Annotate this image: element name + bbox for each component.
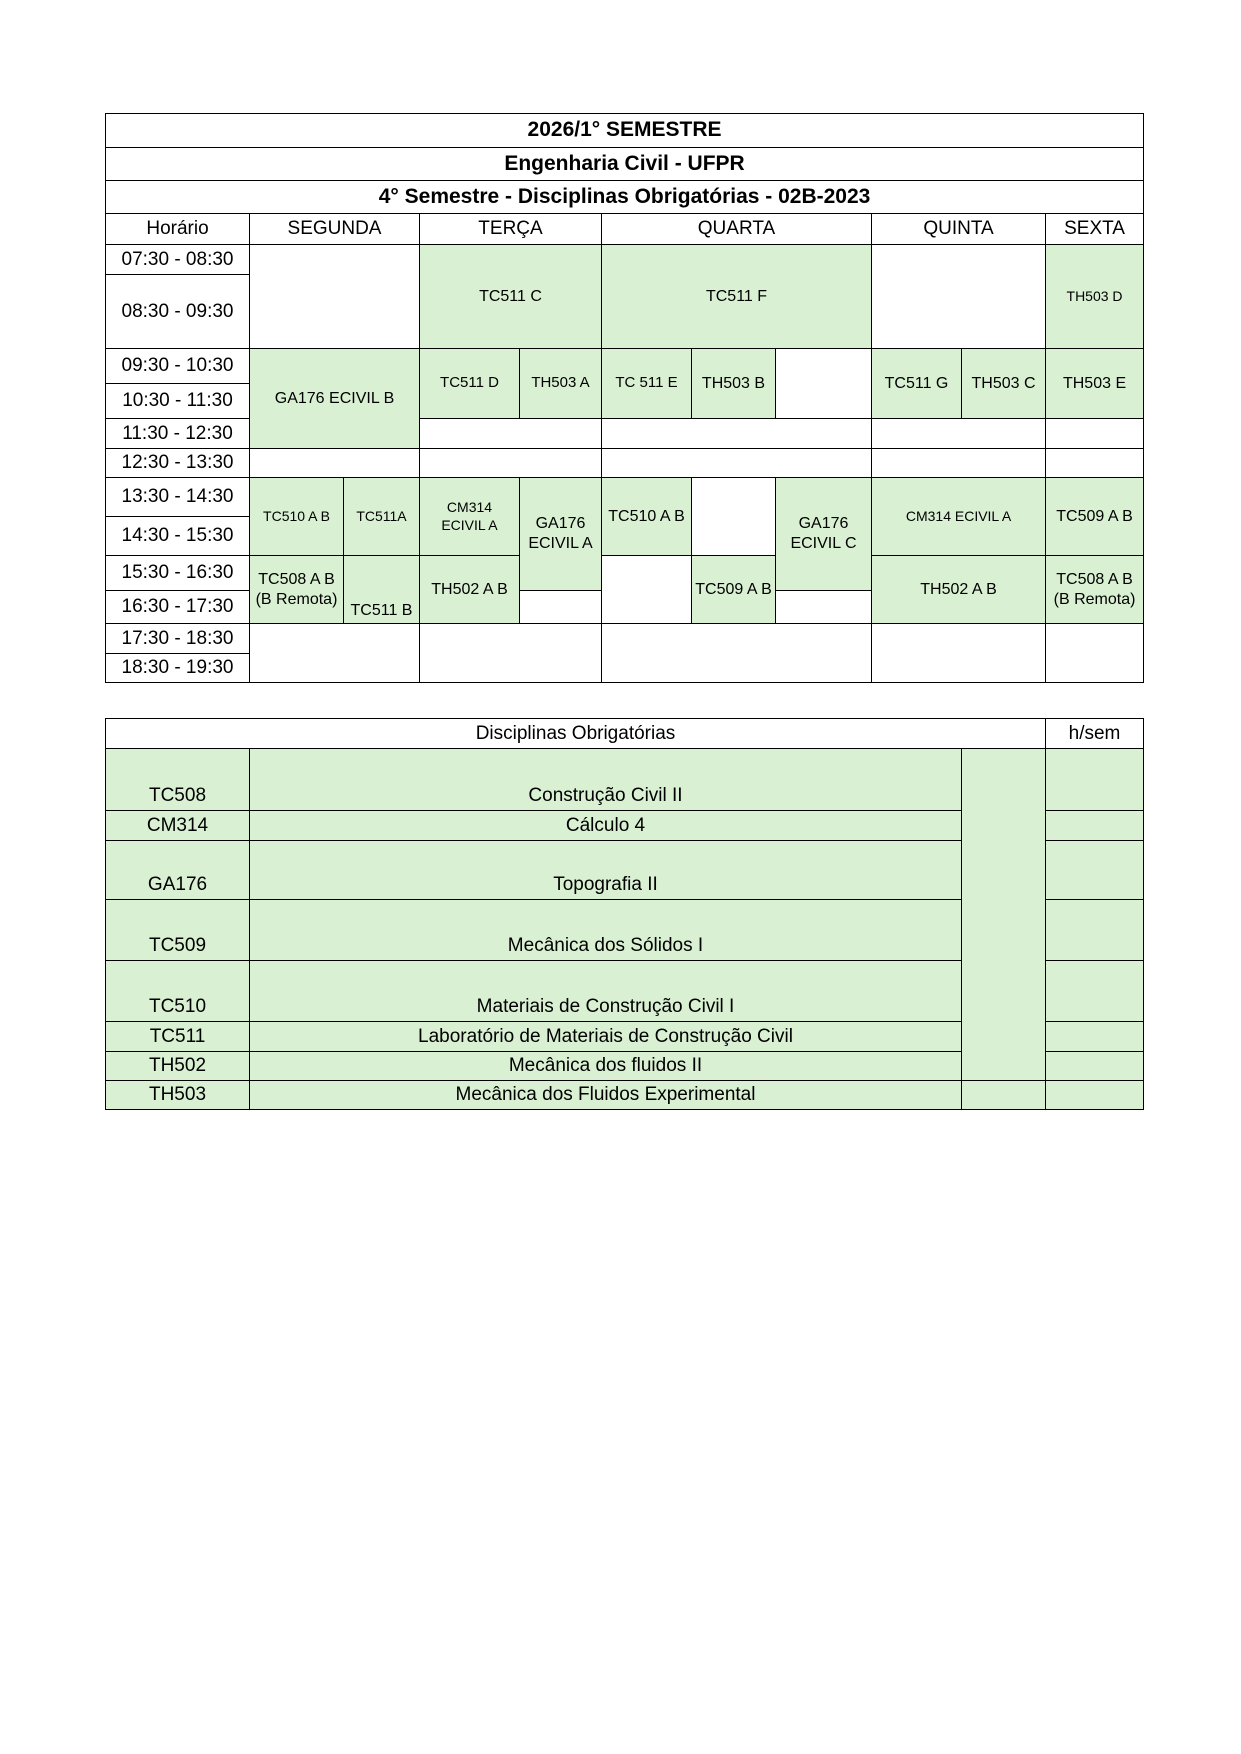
col-quarta: QUARTA [602, 214, 872, 245]
schedule-table [105, 113, 1144, 683]
discipline-code: CM314 [106, 811, 250, 841]
class-cell: TC511 F [602, 245, 872, 349]
class-cell: TC511 D [420, 349, 520, 419]
empty-cell [250, 624, 420, 683]
hours-cell [1046, 841, 1144, 900]
time-slot: 14:30 - 15:30 [106, 517, 250, 556]
discipline-code: TC508 [106, 749, 250, 811]
empty-cell [1046, 419, 1144, 449]
class-cell: TC 511 E [602, 349, 692, 419]
class-note: (B Remota) [1053, 590, 1136, 608]
time-slot: 16:30 - 17:30 [106, 591, 250, 624]
merged-cell [962, 749, 1046, 1081]
col-quinta: QUINTA [872, 214, 1046, 245]
class-cell: TH502 A B [872, 556, 1046, 624]
empty-cell [420, 449, 602, 478]
class-cell: CM314 ECIVIL A [872, 478, 1046, 556]
class-cell: TH503 D [1046, 245, 1144, 349]
class-cell [776, 478, 872, 591]
class-code: TC508 A B [258, 570, 335, 588]
class-code: TC508 A B [1056, 570, 1133, 588]
class-group: ECIVIL A [528, 535, 593, 552]
class-code: GA176 [535, 515, 586, 532]
class-cell: TH503 C [962, 349, 1046, 419]
hours-header: h/sem [1046, 719, 1144, 749]
empty-cell [1046, 624, 1144, 683]
class-cell: TC511A [344, 478, 420, 556]
empty-cell [776, 349, 872, 419]
semester-subtitle: 4° Semestre - Disciplinas Obrigatórias - 02B-2023 [106, 181, 1144, 214]
empty-cell [872, 419, 1046, 449]
class-cell: TC510 A B [250, 478, 344, 556]
class-cell: TH502 A B [420, 556, 520, 624]
discipline-code: TC511 [106, 1022, 250, 1052]
hours-cell [1046, 1081, 1144, 1110]
discipline-name: Construção Civil II [250, 749, 962, 811]
time-slot: 17:30 - 18:30 [106, 624, 250, 654]
discipline-name: Materiais de Construção Civil I [250, 961, 962, 1022]
empty-cell [520, 591, 602, 624]
discipline-name: Topografia II [250, 841, 962, 900]
discipline-name: Mecânica dos fluidos II [250, 1052, 962, 1081]
hours-cell [1046, 961, 1144, 1022]
col-terca: TERÇA [420, 214, 602, 245]
class-cell: TH503 B [692, 349, 776, 419]
empty-cell [602, 419, 872, 449]
class-code: GA176 [798, 515, 849, 532]
class-cell [520, 478, 602, 591]
time-slot: 09:30 - 10:30 [106, 349, 250, 384]
empty-cell [1046, 449, 1144, 478]
discipline-code: TC510 [106, 961, 250, 1022]
empty-cell [420, 624, 602, 683]
semester-title: 2026/1° SEMESTRE [106, 114, 1144, 148]
hours-cell [1046, 900, 1144, 961]
disciplines-table [105, 718, 1144, 1110]
class-cell [1046, 556, 1144, 624]
discipline-code: TH503 [106, 1081, 250, 1110]
time-slot: 18:30 - 19:30 [106, 654, 250, 683]
time-slot: 07:30 - 08:30 [106, 245, 250, 275]
empty-cell [776, 591, 872, 624]
class-cell [420, 478, 520, 556]
time-slot: 11:30 - 12:30 [106, 419, 250, 449]
empty-cell [250, 245, 420, 349]
empty-cell [872, 245, 1046, 349]
empty-cell [872, 449, 1046, 478]
class-note: (B Remota) [255, 590, 338, 608]
time-slot: 08:30 - 09:30 [106, 275, 250, 349]
col-segunda: SEGUNDA [250, 214, 420, 245]
class-cell: GA176 ECIVIL B [250, 349, 420, 449]
empty-cell [602, 449, 872, 478]
discipline-name: Mecânica dos Fluidos Experimental [250, 1081, 962, 1110]
class-cell: TC510 A B [602, 478, 692, 556]
empty-cell [872, 624, 1046, 683]
class-cell: TC511 G [872, 349, 962, 419]
discipline-code: TC509 [106, 900, 250, 961]
empty-cell [602, 624, 872, 683]
discipline-name: Laboratório de Materiais de Construção Civil [250, 1022, 962, 1052]
class-cell: TC509 A B [692, 556, 776, 624]
col-horario: Horário [106, 214, 250, 245]
class-code: CM314 [446, 499, 493, 515]
col-sexta: SEXTA [1046, 214, 1144, 245]
class-cell: TC511 C [420, 245, 602, 349]
course-title: Engenharia Civil - UFPR [106, 148, 1144, 181]
time-slot: 13:30 - 14:30 [106, 478, 250, 517]
hours-cell [1046, 749, 1144, 811]
discipline-name: Cálculo 4 [250, 811, 962, 841]
discipline-code: TH502 [106, 1052, 250, 1081]
hours-cell [1046, 1022, 1144, 1052]
class-cell: TH503 E [1046, 349, 1144, 419]
disciplines-title: Disciplinas Obrigatórias [106, 719, 1046, 749]
empty-cell [602, 556, 692, 624]
hours-cell [1046, 811, 1144, 841]
discipline-name: Mecânica dos Sólidos I [250, 900, 962, 961]
empty-cell [250, 449, 420, 478]
empty-cell [692, 478, 776, 556]
class-cell: TC511 B [344, 556, 420, 624]
time-slot: 10:30 - 11:30 [106, 384, 250, 419]
class-cell: TH503 A [520, 349, 602, 419]
empty-cell [420, 419, 602, 449]
class-group: ECIVIL A [441, 516, 498, 533]
class-group: ECIVIL C [790, 535, 857, 552]
merged-cell [962, 1081, 1046, 1110]
class-cell [250, 556, 344, 624]
discipline-code: GA176 [106, 841, 250, 900]
time-slot: 12:30 - 13:30 [106, 449, 250, 478]
time-slot: 15:30 - 16:30 [106, 556, 250, 591]
hours-cell [1046, 1052, 1144, 1081]
class-cell: TC509 A B [1046, 478, 1144, 556]
